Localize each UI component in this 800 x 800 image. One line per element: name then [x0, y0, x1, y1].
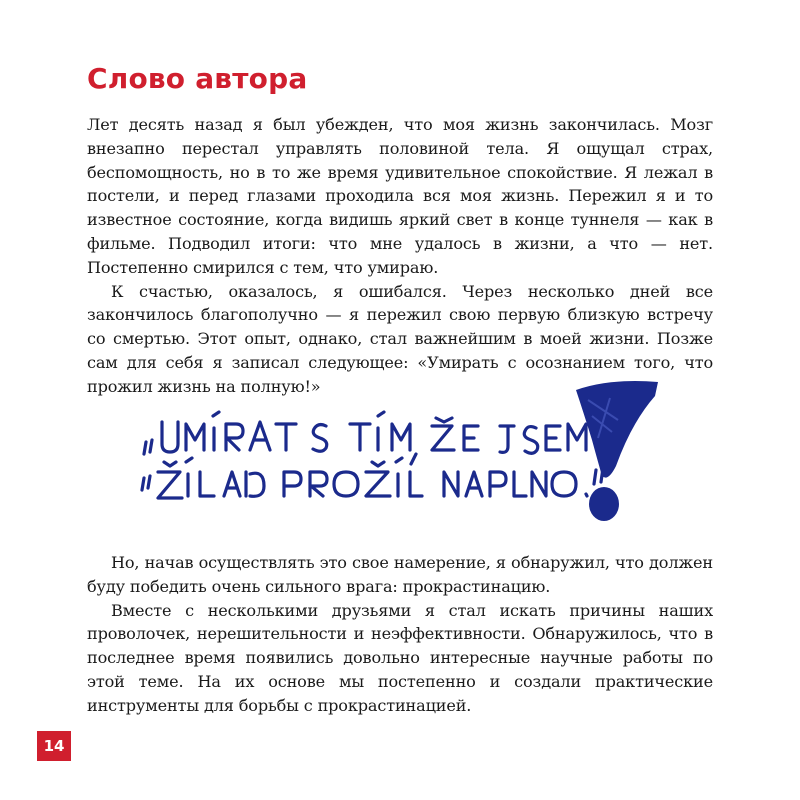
paragraph: Но, начав осуществлять это свое намерение, я обнаружил, что должен буду победить очень сильного врага: прокрастинацию. [87, 553, 713, 596]
page-number-badge: 14 [37, 731, 71, 761]
continuation-text [87, 551, 713, 718]
intro-text [87, 113, 713, 399]
handwritten-quote-image [140, 370, 680, 540]
paragraph: К счастью, оказалось, я ошибался. Через несколько дней все закончилось благополучно — я пережил свою первую близкую встречу со смертью. Этот опыт, однако, стал важнейшим в моей жизни. Позже сам для себя я записал следующее: «Умирать с осознанием того, что прожил жизнь на полную!» [87, 281, 713, 396]
paragraph: Вместе с несколькими друзьями я стал искать причины наших проволочек, нерешительности и неэффективности. Обнаружилось, что в последнее время появились довольно интересные научные работы по этой теме. На их основе мы постепенно и создали практические инструменты для борьбы с прокрастинацией. [87, 600, 713, 715]
paragraph: Лет десять назад я был убежден, что моя жизнь закончилась. Мозг внезапно перестал управлять половиной тела. Я ощущал страх, беспомощность, но в то же время удивительное спокойствие. Я лежал в постели, и перед глазами проходила вся моя жизнь. Пережил я и то известное состояние, когда видишь яркий свет в конце туннеля — как в фильме. Подводил итоги: что мне удалось в жизни, а что — нет. Постепенно смирился с тем, что умираю. [87, 115, 713, 277]
section-title: Слово автора [87, 62, 308, 95]
